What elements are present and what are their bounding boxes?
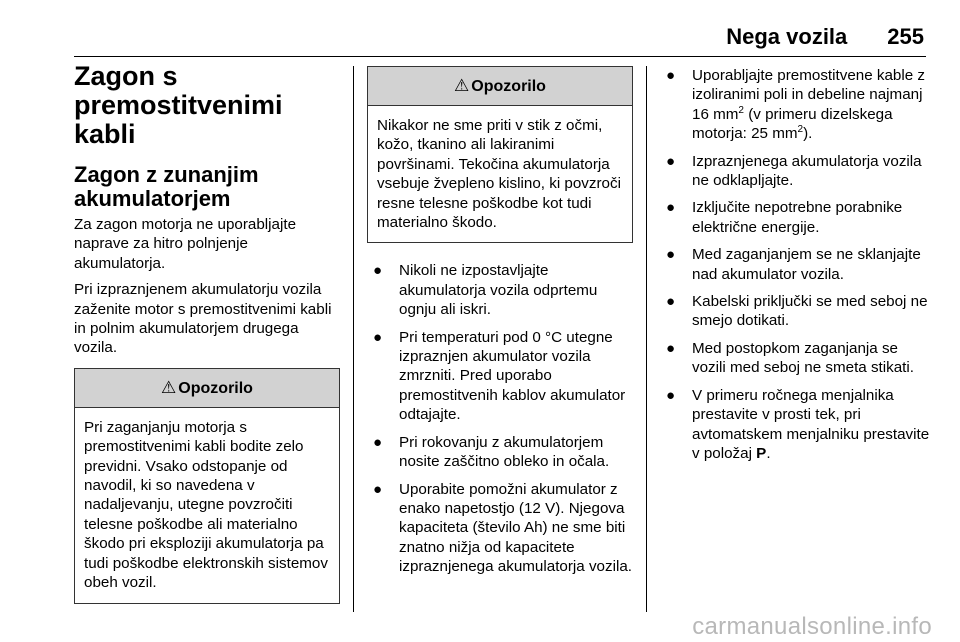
column-divider-1 — [353, 66, 354, 612]
list-item: ● Med postopkom zaganjanja se vozili med seboj ne smeta stikati. — [666, 339, 914, 377]
bullet-icon: ● — [666, 199, 676, 217]
bullet-icon: ● — [373, 480, 383, 498]
section-title: Nega vozila — [726, 24, 848, 49]
warning-text: Pri zaganjanju motorja s premostitvenimi kabli bodite zelo previdni. Vsako odstopanje od navodil, ki so navedena v nadaljevanju, utegne povzročiti telesne poškodbe ali materialno škodo pri eksploziji akumulatorja pa tudi poškodbe elektronskih sistemov obeh vozil. — [84, 418, 328, 592]
column-2 — [367, 66, 633, 585]
warning-triangle-icon: ⚠ — [161, 377, 177, 397]
bullet-icon: ● — [666, 386, 676, 404]
column-1 — [74, 62, 340, 604]
warning-box — [367, 66, 633, 243]
column-divider-2 — [646, 66, 647, 612]
list-item: ● Izpraznjenega akumulatorja vozila ne odklapljajte. — [666, 152, 922, 190]
bullet-icon: ● — [666, 293, 676, 311]
warning-box — [74, 368, 340, 604]
warning-title: Opozorilo — [178, 379, 253, 397]
bullet-icon: ● — [666, 152, 676, 170]
warning-header — [368, 67, 632, 106]
header-rule — [74, 56, 926, 57]
page-number: 255 — [887, 24, 924, 49]
bullet-icon: ● — [666, 339, 676, 357]
bullet-list — [660, 66, 930, 463]
list-item: ● Pri temperaturi pod 0 °C utegne izpraznjen akumulator vozila zmrzniti. Pred uporabo premostitvenih kablov akumulator odtajajte. — [373, 328, 626, 424]
paragraph: Za zagon motorja ne uporabljajte naprave za hitro polnjenje akumulatorja. — [74, 216, 297, 272]
list-item: ● Uporabljajte premostitvene kable z izoliranimi poli in debeline najmanj 16 $mm^2$ (v primeru dizelskega motorja: 25 $mm^2$). — [666, 67, 925, 143]
list-item: ● Nikoli ne izpostavljajte akumulatorja vozila odprtemu ognju ali iskri. — [373, 262, 598, 319]
bullet-icon: ● — [373, 328, 383, 346]
bullet-icon: ● — [666, 246, 676, 264]
list-item: ● V primeru ročnega menjalnika prestavite v prosti tek, pri avtomatskem menjalniku prestavite v položaj P. — [666, 386, 930, 462]
bullet-icon: ● — [373, 262, 383, 280]
list-item: ● Med zaganjanjem se ne sklanjajte nad akumulator vozila. — [666, 246, 921, 283]
list-item: ● Kabelski priključki se med seboj ne smejo dotikati. — [666, 293, 928, 330]
warning-title: Opozorilo — [471, 78, 546, 95]
list-item: ● Uporabite pomožni akumulator z enako napetostjo (12 V). Njegova kapaciteta (število Ah) ne sme biti znatno nižja od kapacitete izpraznjenega akumulatorja vozila. — [373, 480, 633, 576]
warning-header — [75, 369, 339, 408]
warning-triangle-icon: ⚠ — [454, 76, 470, 95]
bullet-icon: ● — [373, 433, 383, 451]
paragraph: Pri izpraznjenem akumulatorju vozila zaženite motor s premostitvenimi kabli in polnim akumulatorjem drugega vozila. — [74, 281, 332, 357]
watermark: carmanualsonline.info — [692, 613, 932, 640]
warning-text: Nikakor ne sme priti v stik z očmi, kožo, tkanino ali lakiranimi površinami. Tekočina akumulatorja vsebuje žvepleno kislino, ki povzroči resne telesne poškodbe kot tudi materialno škodo. — [377, 117, 621, 232]
list-item: ● Izključite nepotrebne porabnike električne energije. — [666, 199, 903, 236]
subsection-heading: Zagon z zunanjim akumulatorjem — [74, 162, 259, 211]
list-item: ● Pri rokovanju z akumulatorjem nosite zaščitno obleko in očala. — [373, 433, 610, 471]
bullet-list — [367, 261, 633, 576]
page-header — [0, 22, 924, 52]
section-heading: Zagon s premostitvenimi kabli — [74, 61, 283, 149]
bullet-icon: ● — [666, 67, 676, 84]
column-3 — [660, 66, 930, 471]
